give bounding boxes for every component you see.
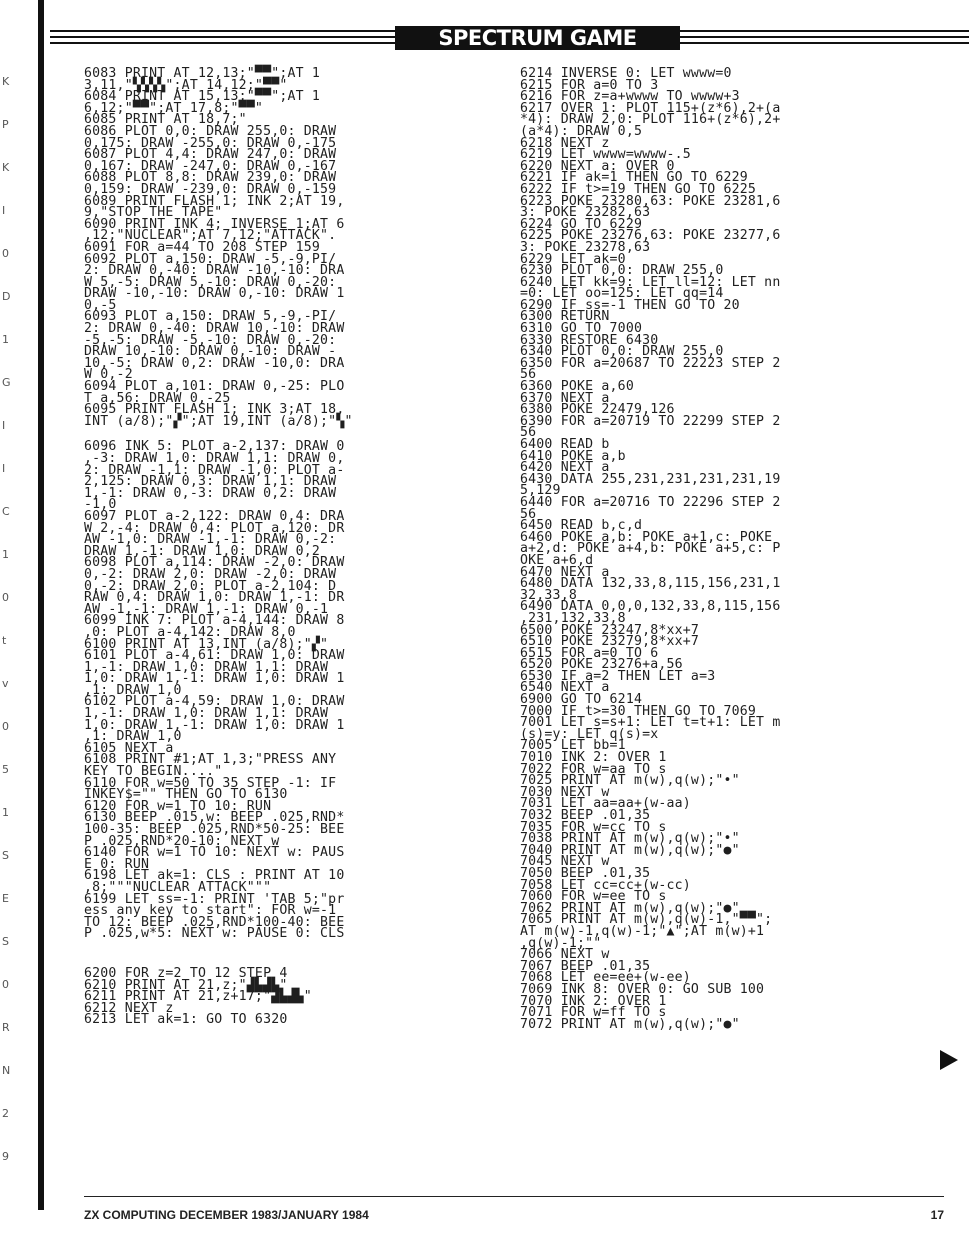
code-line: 6340 PLOT 0,0: DRAW 255,0 xyxy=(520,344,724,360)
edge-fragment: 0 xyxy=(2,591,9,604)
code-line: DRAW 10,-10: DRAW 0,-10: DRAW - xyxy=(84,344,337,360)
code-line: ,0: PLOT a-4,142: DRAW 8,0 xyxy=(84,624,296,640)
edge-fragment: 0 xyxy=(2,978,9,991)
code-line: 6093 PLOT a,150: DRAW 5,-9,-PI/ xyxy=(84,309,337,325)
code-line: INKEY$="" THEN GO TO 6130 xyxy=(84,787,288,803)
code-line: 6130 BEEP .015,w: BEEP .025,RND* xyxy=(84,810,345,826)
code-line: 6410 POKE a,b xyxy=(520,448,626,464)
edge-fragment: E xyxy=(2,892,9,905)
code-line: 6218 NEXT z xyxy=(520,135,610,151)
listing-left-column xyxy=(84,68,508,1026)
edge-fragment: 2 xyxy=(2,1107,9,1120)
code-line: 6420 NEXT a xyxy=(520,460,610,476)
code-line: 1,-1: DRAW 1,0: DRAW 1,1: DRAW xyxy=(84,659,329,675)
code-line: 2: DRAW -1,1: DRAW -1,0: PLOT a- xyxy=(84,462,345,478)
code-line: (a*4): DRAW 0,5 xyxy=(520,123,643,139)
code-line: 1,0: DRAW 1,-1: DRAW 1,0: DRAW 1 xyxy=(84,717,345,733)
section-title: SPECTRUM GAME xyxy=(395,26,680,50)
edge-fragment: D xyxy=(2,290,11,303)
code-line: 7038 PRINT AT m(w),q(w);"•" xyxy=(520,831,740,847)
code-line: 7066 NEXT w xyxy=(520,947,610,963)
code-line: 6215 FOR a=0 TO 3 xyxy=(520,77,659,93)
code-line: 6230 PLOT 0,0: DRAW 255,0 xyxy=(520,263,724,279)
code-line: 6098 PLOT a,114: DRAW -2,0: DRAW xyxy=(84,555,345,571)
code-line: 6290 IF ss=-1 THEN GO TO 20 xyxy=(520,297,740,313)
code-line: P .025,w*5: NEXT w: PAUSE 0: CLS xyxy=(84,926,345,942)
code-line: 3,11,"▚▚▚▚";AT 14,12;"▀▀" xyxy=(84,77,288,93)
publication-date: ZX COMPUTING DECEMBER 1983/JANUARY 1984 xyxy=(84,1208,369,1222)
code-line: AW -1,-1: DRAW 1,-1: DRAW 0,-1 xyxy=(84,601,329,617)
code-line: 7071 FOR w=ff TO s xyxy=(520,1005,667,1021)
edge-fragment: R xyxy=(2,1021,10,1034)
code-line: 7068 LET ee=ee+(w-ee) xyxy=(520,970,691,986)
edge-fragment: N xyxy=(2,1064,11,1077)
code-line: 56 xyxy=(520,506,537,522)
code-line: 10,-5: DRAW 0,2: DRAW -10,0: DRA xyxy=(84,355,345,371)
code-line: 9,"STOP THE TAPE" xyxy=(84,205,223,221)
code-line: ,8;"""NUCLEAR ATTACK""" xyxy=(84,879,272,895)
code-line: a+2,d: POKE a+4,b: POKE a+5,c: P xyxy=(520,541,781,557)
code-line: 6400 READ b xyxy=(520,437,610,452)
code-line: ,1: DRAW 1,0 xyxy=(84,729,182,745)
code-line: 6200 FOR z=2 TO 12 STEP 4 xyxy=(84,965,288,981)
code-line: 7060 FOR w=ee TO s xyxy=(520,889,667,905)
code-line: P .025,RND*20-10: NEXT w xyxy=(84,833,280,849)
code-line: 6450 READ b,c,d xyxy=(520,518,643,534)
code-line: 6140 FOR w=1 TO 10: NEXT w: PAUS xyxy=(84,845,345,861)
code-line: ,12;"NUCLEAR";AT 7,12;"ATTACK". xyxy=(84,228,337,244)
code-line: 6515 FOR a=0 TO 6 xyxy=(520,645,659,661)
edge-fragment: 5 xyxy=(2,763,9,776)
edge-fragment: I xyxy=(2,462,6,475)
edge-fragment: 9 xyxy=(2,1150,9,1163)
code-line: 6240 LET kk=9: LET ll=12: LET nn xyxy=(520,274,781,290)
code-line: 6105 NEXT a xyxy=(84,740,174,756)
code-line: 6212 NEXT z xyxy=(84,1000,174,1016)
code-line: ,-3: DRAW 1,0: DRAW 1,1: DRAW 0, xyxy=(84,451,345,466)
code-line: 6108 PRINT #1;AT 1,3;"PRESS ANY xyxy=(84,752,337,768)
code-line: TO 12: BEEP .025,RND*100-40: BEE xyxy=(84,914,345,930)
code-line: 0,167: DRAW -247,0: DRAW 0,-167 xyxy=(84,158,337,174)
code-line: DRAW -10,-10: DRAW 0,-10: DRAW 1 xyxy=(84,286,345,302)
code-line: 7000 IF t>=30 THEN GO TO 7069 xyxy=(520,703,757,719)
code-line: 6430 DATA 255,231,231,231,231,19 xyxy=(520,471,781,487)
code-line: 6213 LET ak=1: GO TO 6320 xyxy=(84,1012,288,1028)
code-line: DRAW 1,-1: DRAW 1,0: DRAW 0,2 xyxy=(84,543,321,559)
code-line: 7005 LET bb=1 xyxy=(520,738,626,754)
code-line: 6221 IF ak=1 THEN GO TO 6229 xyxy=(520,170,748,186)
code-line: ,1: DRAW 1,0 xyxy=(84,682,182,698)
code-line: 6500 POKE 23247,8*xx+7 xyxy=(520,622,700,638)
edge-fragment: 0 xyxy=(2,247,9,260)
code-line: 6085 PRINT AT 18,7;" xyxy=(84,112,247,128)
code-line: 56 xyxy=(520,425,537,441)
code-line: 6100 PRINT AT 13,INT (a/8);"▞" xyxy=(84,636,329,652)
code-line: 6092 PLOT a,150: DRAW -5,-9,PI/ xyxy=(84,251,337,267)
code-line: 6099 INK 7: PLOT a-4,144: DRAW 8 xyxy=(84,613,345,629)
code-line: 100-35: BEEP .025,RND*50-25: BEE xyxy=(84,822,345,837)
code-line: 6199 LET ss=-1: PRINT 'TAB 5;"pr xyxy=(84,891,345,907)
code-line: 7031 LET aa=aa+(w-aa) xyxy=(520,796,691,812)
code-line: 0,175: DRAW -255,0: DRAW 0,-175 xyxy=(84,135,337,151)
code-line: 6090 PRINT INK 4; INVERSE 1;AT 6 xyxy=(84,216,345,232)
code-line: AT m(w)-1,q(w)-1;"▲";AT m(w)+1 xyxy=(520,923,765,939)
code-line: 6530 IF a=2 THEN LET a=3 xyxy=(520,668,716,684)
code-line: 6440 FOR a=20716 TO 22296 STEP 2 xyxy=(520,494,781,510)
code-line: 6300 RETURN xyxy=(520,309,610,325)
code-line: 7035 FOR w=cc TO s xyxy=(520,819,667,835)
code-line: 7025 PRINT AT m(w),q(w);"•" xyxy=(520,773,740,789)
edge-fragment: t xyxy=(2,634,7,647)
code-line: 6102 PLOT a-4,59: DRAW 1,0: DRAW xyxy=(84,694,345,710)
code-line: 6087 PLOT 4,4: DRAW 247,0: DRAW xyxy=(84,147,337,163)
code-line: 6216 FOR z=a+wwww TO wwww+3 xyxy=(520,89,740,105)
code-line: -5,-5: DRAW -5,-10: DRAW 0,-20: xyxy=(84,332,337,348)
page-number: 17 xyxy=(930,1208,944,1222)
code-line: 3: POKE 23278,63 xyxy=(520,239,651,255)
code-line: 7010 INK 2: OVER 1 xyxy=(520,750,667,766)
code-line: 6091 FOR a=44 TO 208 STEP 159 xyxy=(84,239,321,255)
code-line: 6310 GO TO 7000 xyxy=(520,321,643,337)
code-line: 6214 INVERSE 0: LET wwww=0 xyxy=(520,66,732,81)
code-line: ess any key to start": FOR w=-1 xyxy=(84,903,337,919)
code-line xyxy=(84,940,508,954)
code-line: 6217 OVER 1: PLOT 115+(z*6),2+(a xyxy=(520,100,781,116)
code-line: 6088 PLOT 8,8: DRAW 239,0: DRAW xyxy=(84,170,337,186)
code-line: OKE a+6,d xyxy=(520,552,594,568)
edge-fragment: S xyxy=(2,849,9,862)
code-line: 1,0: DRAW 1,-1: DRAW 1,0: DRAW 1 xyxy=(84,671,345,687)
code-line: 6086 PLOT 0,0: DRAW 255,0: DRAW xyxy=(84,123,337,139)
code-line: 6360 POKE a,60 xyxy=(520,379,634,395)
code-line: 6510 POKE 23279,8*xx+7 xyxy=(520,634,700,650)
code-line: 6480 DATA 132,33,8,115,156,231,1 xyxy=(520,576,781,592)
code-line: 6084 PRINT AT 15,13;"▀▀";AT 1 xyxy=(84,89,321,105)
code-line: 6219 LET wwww=wwww-.5 xyxy=(520,147,691,163)
code-line: INT (a/8);"▞";AT 19,INT (a/8);"▚" xyxy=(84,413,353,429)
code-line: 3: POKE 23282,63 xyxy=(520,205,651,221)
code-line: -1,0 xyxy=(84,497,117,513)
code-line: 6,12;"▀▀";AT 17,8;"▀▀" xyxy=(84,100,264,116)
code-line: 7069 INK 8: OVER 0: GO SUB 100 xyxy=(520,981,765,997)
code-line: 6900 GO TO 6214 xyxy=(520,692,643,708)
code-line: T a,56: DRAW 0,-25 xyxy=(84,390,231,406)
code-line: 6089 PRINT FLASH 1; INK 2;AT 19, xyxy=(84,193,345,209)
footer-rule xyxy=(84,1196,944,1197)
code-line: 0,-2: DRAW 2,0: PLOT a-2,104: D xyxy=(84,578,337,594)
edge-fragment: I xyxy=(2,419,6,432)
code-line: 7032 BEEP .01,35 xyxy=(520,808,651,823)
code-line: 6460 POKE a,b: POKE a+1,c: POKE xyxy=(520,529,773,545)
code-line: KEY TO BEGIN...." xyxy=(84,764,223,780)
code-line: 6120 FOR w=1 TO 10: RUN xyxy=(84,798,272,814)
code-line: 6096 INK 5: PLOT a-2,137: DRAW 0 xyxy=(84,439,345,455)
code-line: 0,-2: DRAW 2,0: DRAW -2,0: DRAW xyxy=(84,566,337,582)
code-line: 6520 POKE 23276+a,56 xyxy=(520,657,683,673)
code-line: 2: DRAW 0,-40: DRAW -10,-10: DRA xyxy=(84,263,345,279)
code-line: 6490 DATA 0,0,0,132,33,8,115,156 xyxy=(520,599,781,615)
code-line: W 0,-2 xyxy=(84,367,133,383)
code-line: 1,-1: DRAW 0,-3: DRAW 0,2: DRAW xyxy=(84,485,337,501)
edge-fragment: P xyxy=(2,118,9,131)
code-line: 6330 RESTORE 6430 xyxy=(520,332,659,348)
code-line: 6470 NEXT a xyxy=(520,564,610,580)
code-line: =0: LET oo=125: LET qq=14 xyxy=(520,286,724,302)
spine-bar xyxy=(38,0,44,1210)
code-line: 6094 PLOT a,101: DRAW 0,-25: PLO xyxy=(84,379,345,395)
code-line: 7065 PRINT AT m(w),q(w)-1,"▀▀"; xyxy=(520,912,773,928)
code-line: 6101 PLOT a-4,61: DRAW 1,0: DRAW xyxy=(84,648,345,664)
code-line: 6229 LET ak=0 xyxy=(520,251,626,267)
edge-fragment: C xyxy=(2,505,10,518)
edge-fragment: K xyxy=(2,75,10,88)
code-line: 7067 BEEP .01,35 xyxy=(520,958,651,974)
code-line: 1,-1: DRAW 1,0: DRAW 1,1: DRAW xyxy=(84,706,329,722)
code-line: 6198 LET ak=1: CLS : PRINT AT 10 xyxy=(84,868,345,884)
code-line: 6380 POKE 22479,126 xyxy=(520,402,675,418)
code-line: 7045 NEXT w xyxy=(520,854,610,870)
edge-fragment: 0 xyxy=(2,720,9,733)
code-line: 7001 LET s=s+1: LET t=t+1: LET m xyxy=(520,715,781,731)
edge-fragment: 1 xyxy=(2,333,9,346)
code-line: *4): DRAW 2,0: PLOT 116+(z*6),2+ xyxy=(520,112,781,128)
edge-fragment: S xyxy=(2,935,9,948)
edge-fragment: v xyxy=(2,677,9,690)
code-line: W 2,-4: DRAW 0,4: PLOT a,120: DR xyxy=(84,520,345,536)
code-line: 6097 PLOT a-2,122: DRAW 0,4: DRA xyxy=(84,508,345,524)
code-line: 7062 PRINT AT m(w),q(w);"●" xyxy=(520,900,740,916)
code-line: 7070 INK 2: OVER 1 xyxy=(520,993,667,1009)
code-line: 6225 POKE 23276,63: POKE 23277,6 xyxy=(520,228,781,244)
code-line: 2,125: DRAW 0,3: DRAW 1,1: DRAW xyxy=(84,474,337,490)
adjacent-page-edge xyxy=(0,0,50,1237)
code-line: 6370 NEXT a xyxy=(520,390,610,406)
code-line: 6083 PRINT AT 12,13;"▀▀";AT 1 xyxy=(84,66,321,81)
code-line: 6095 PRINT FLASH 1; INK 3;AT 18, xyxy=(84,402,345,418)
code-line: 7040 PRINT AT m(w),q(w);"●" xyxy=(520,842,740,858)
code-line: (s)=y: LET q(s)=x xyxy=(520,726,659,742)
code-line: 7072 PRINT AT m(w),q(w);"●" xyxy=(520,1016,740,1032)
code-line: 6540 NEXT a xyxy=(520,680,610,696)
code-line: 0,159: DRAW -239,0: DRAW 0,-159 xyxy=(84,181,337,197)
edge-fragment: I xyxy=(2,204,6,217)
edge-fragment: 1 xyxy=(2,806,9,819)
code-line: 6220 NEXT a: OVER 0 xyxy=(520,158,675,174)
code-line: 56 xyxy=(520,367,537,383)
code-line: 6210 PRINT AT 21,z;"▟▙▟▙" xyxy=(84,977,288,993)
code-line: 7022 FOR w=aa TO s xyxy=(520,761,667,777)
code-line: 5,129 xyxy=(520,483,561,499)
code-line: RAW 0,4: DRAW 1,0: DRAW 1,-1: DR xyxy=(84,590,345,606)
code-line: 7058 LET cc=cc+(w-cc) xyxy=(520,877,691,893)
listing-right-column xyxy=(520,68,945,1030)
code-line: 6222 IF t>=19 THEN GO TO 6225 xyxy=(520,181,757,197)
code-line: E 0: RUN xyxy=(84,856,150,872)
code-line: 6224 GO TO 6229 xyxy=(520,216,643,232)
edge-fragment: K xyxy=(2,161,10,174)
code-line: ,231,132,33,8 xyxy=(520,610,626,626)
code-line: 6350 FOR a=20687 TO 22223 STEP 2 xyxy=(520,355,781,371)
code-line: 2: DRAW 0,-40: DRAW 10,-10: DRAW xyxy=(84,321,345,337)
code-line: ,q(w)-1;"" xyxy=(520,935,602,951)
code-line: 6223 POKE 23280,63: POKE 23281,6 xyxy=(520,193,781,209)
edge-fragment: 1 xyxy=(2,548,9,561)
code-line: 32,33,8 xyxy=(520,587,577,603)
code-line: 6211 PRINT AT 21,z+17;"▟▙▟▙" xyxy=(84,989,312,1005)
code-line: 0,-5 xyxy=(84,297,117,313)
continue-arrow-icon xyxy=(940,1050,958,1070)
code-line: 6390 FOR a=20719 TO 22299 STEP 2 xyxy=(520,413,781,429)
code-line: 7050 BEEP .01,35 xyxy=(520,865,651,881)
code-line: 6110 FOR w=50 TO 35 STEP -1: IF xyxy=(84,775,337,791)
section-header xyxy=(50,26,969,50)
code-line: W 5,-5: DRAW 5,-10: DRAW 0,-20: xyxy=(84,274,337,290)
code-line: AW -1,0: DRAW -1,-1: DRAW 0,-2: xyxy=(84,532,337,548)
edge-fragment: G xyxy=(2,376,11,389)
code-line: 7030 NEXT w xyxy=(520,784,610,800)
